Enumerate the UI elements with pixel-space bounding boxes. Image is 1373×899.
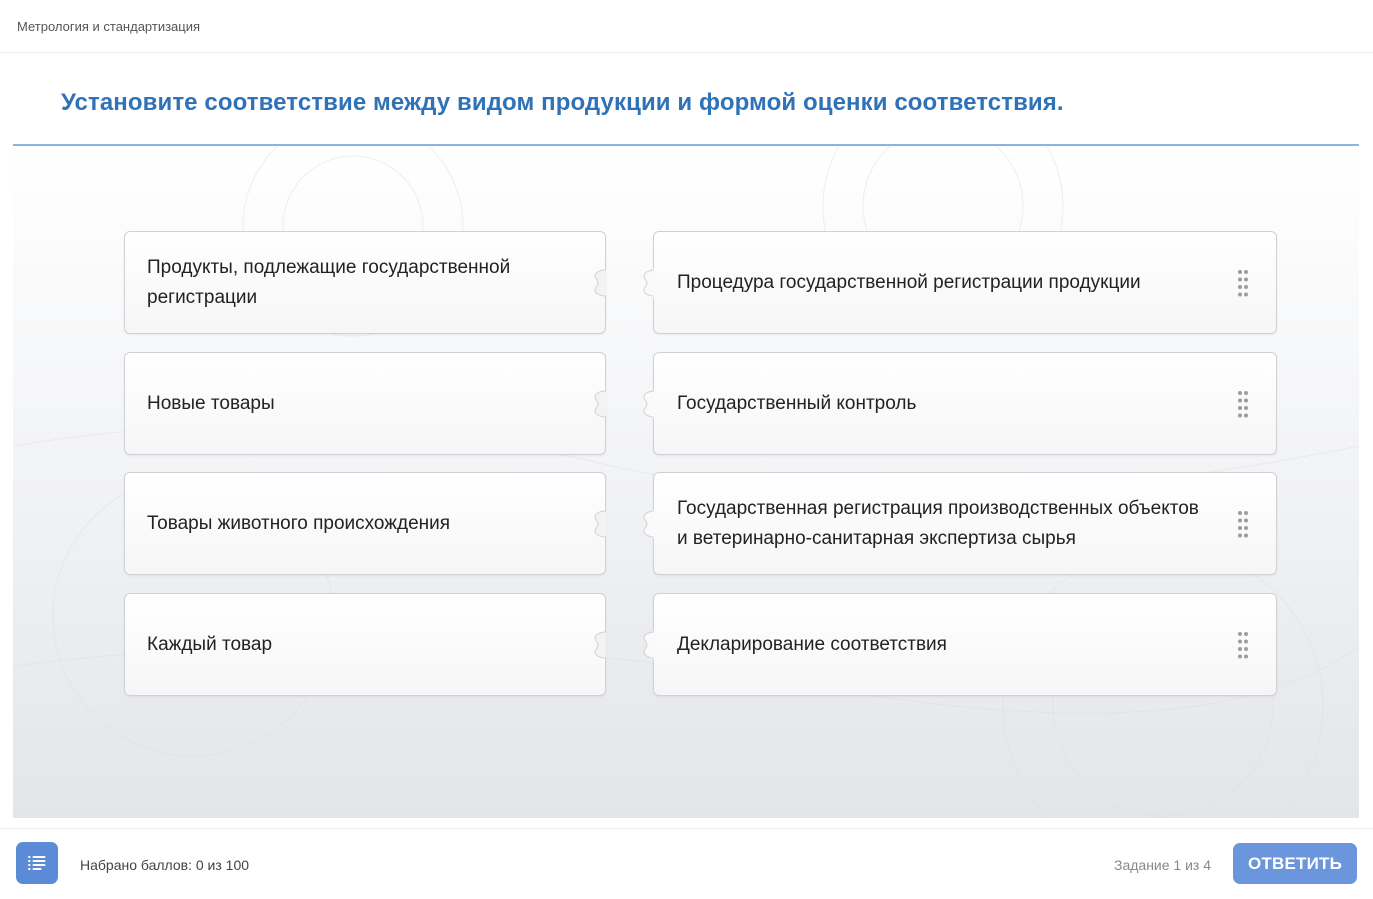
puzzle-tab-icon bbox=[579, 503, 606, 545]
answer-button[interactable]: ОТВЕТИТЬ bbox=[1233, 843, 1357, 884]
left-item-1[interactable] bbox=[124, 231, 606, 334]
puzzle-tab-icon bbox=[579, 383, 606, 425]
top-bar bbox=[0, 0, 1373, 53]
puzzle-knob-icon bbox=[628, 624, 655, 666]
right-item-label: Декларирование соответствия bbox=[677, 633, 947, 655]
question-text: Установите соответствие между видом продукции и формой оценки соответствия. bbox=[61, 89, 1064, 116]
drag-handle-icon[interactable] bbox=[1237, 631, 1249, 659]
right-item-label: Государственный контроль bbox=[677, 392, 917, 414]
right-item-2[interactable] bbox=[653, 352, 1277, 455]
left-item-3[interactable] bbox=[124, 472, 606, 575]
left-item-2[interactable] bbox=[124, 352, 606, 455]
right-item-1[interactable] bbox=[653, 231, 1277, 334]
right-item-4[interactable] bbox=[653, 593, 1277, 696]
list-icon bbox=[28, 856, 46, 870]
left-item-4[interactable] bbox=[124, 593, 606, 696]
right-item-label: Процедура государственной регистрации продукции bbox=[677, 271, 1141, 293]
puzzle-knob-icon bbox=[628, 262, 655, 304]
puzzle-tab-icon bbox=[579, 262, 606, 304]
puzzle-knob-icon bbox=[628, 503, 655, 545]
left-item-label: Продукты, подлежащие государственной регистрации bbox=[147, 256, 511, 308]
left-item-label: Каждый товар bbox=[147, 633, 273, 655]
drag-handle-icon[interactable] bbox=[1237, 269, 1249, 297]
menu-button[interactable] bbox=[16, 842, 58, 884]
right-item-3[interactable] bbox=[653, 472, 1277, 575]
left-item-label: Товары животного происхождения bbox=[147, 512, 451, 534]
puzzle-tab-icon bbox=[579, 624, 606, 666]
drag-handle-icon[interactable] bbox=[1237, 510, 1249, 538]
task-counter: Задание 1 из 4 bbox=[1114, 857, 1212, 873]
puzzle-knob-icon bbox=[628, 383, 655, 425]
score-text: Набрано баллов: 0 из 100 bbox=[80, 857, 250, 873]
left-item-label: Новые товары bbox=[147, 392, 275, 414]
course-title: Метрология и стандартизация bbox=[17, 19, 201, 34]
drag-handle-icon[interactable] bbox=[1237, 390, 1249, 418]
right-item-label: Государственная регистрация производственных объектов и ветеринарно-санитарная экспертиза сырья bbox=[677, 497, 1199, 549]
